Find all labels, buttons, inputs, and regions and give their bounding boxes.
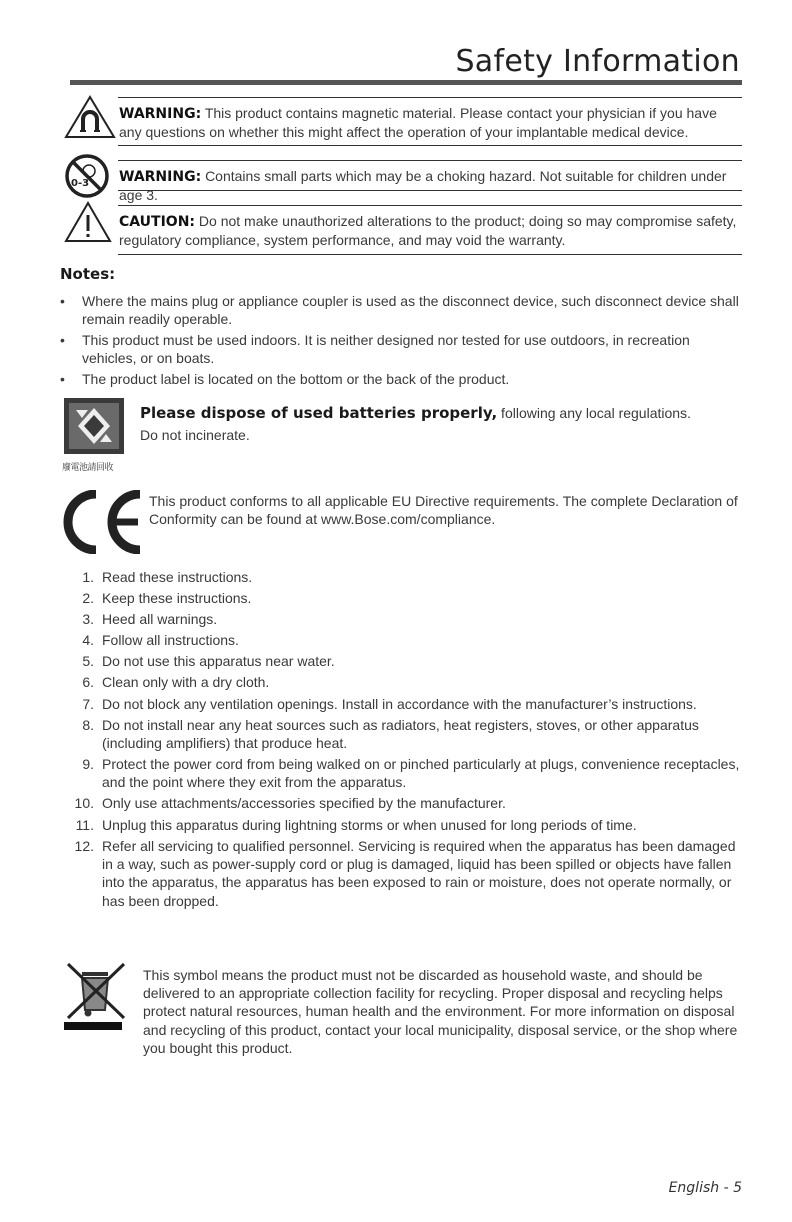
safety-instructions-list: [70, 568, 742, 913]
warning-text: This product contains magnetic material. Please contact your physician if you have any questions on whether this might affect the operation of your implantable medical device.: [119, 105, 717, 140]
battery-disposal-notice: [140, 402, 750, 446]
list-item: 11. Unplug this apparatus during lightning storms or when unused for long periods of time.: [75, 816, 637, 833]
list-item: 5. Do not use this apparatus near water.: [82, 653, 335, 670]
magnet-warning: [119, 104, 739, 141]
title-rule: [70, 80, 742, 85]
list-item: 10. Only use attachments/accessories specified by the manufacturer.: [74, 795, 506, 812]
divider: [118, 145, 742, 146]
note-item: • This product must be used indoors. It is neither designed nor tested for use outdoors, in recreation vehicles, or on boats.: [60, 332, 690, 366]
caution-label: CAUTION:: [119, 214, 196, 230]
divider: [118, 97, 742, 98]
weee-disposal-text: This symbol means the product must not be discarded as household waste, and should be delivered to an appropriate collection facility for recycling. Proper disposal and recycling helps protect natural resources, human health and the environment. For more information on disposal and recycling of this product, contact your local municipality, disposal service, or the shop where you bought this product.: [143, 967, 738, 1056]
divider: [118, 190, 742, 191]
list-item: 1. Read these instructions.: [82, 569, 253, 585]
warning-label: WARNING:: [119, 169, 202, 185]
ce-mark-icon: [62, 490, 144, 554]
caution-notice: [119, 212, 739, 249]
age-label: 0-3: [71, 178, 90, 189]
page-title: Safety Information: [455, 44, 740, 79]
list-item: 12. Refer all servicing to qualified personnel. Servicing is required when the apparatus has been damaged in a way, such as power-supply cord or plug is damaged, liquid has been spilled or objects have fallen into the apparatus, the apparatus has been exposed to rain or moisture, does not operate normally, or has been dropped.: [74, 837, 736, 909]
ce-conformity-text: This product conforms to all applicable EU Directive requirements. The complete Declaration of Conformity can be found at www.Bose.com/compliance.: [149, 493, 738, 527]
battery-text: following any local regulations.: [497, 405, 691, 421]
list-item: 4. Follow all instructions.: [82, 632, 239, 649]
bullet: •: [60, 293, 65, 309]
notes-heading: Notes:: [60, 265, 116, 283]
list-item: 3. Heed all warnings.: [82, 611, 218, 628]
list-item: 9. Protect the power cord from being walked on or pinched particularly at plugs, convenience receptacles, and the point where they exit from the apparatus.: [82, 756, 740, 791]
list-item: 8. Do not install near any heat sources such as radiators, heat registers, stoves, or other apparatus (including amplifiers) that produce heat.: [82, 716, 699, 751]
battery-recycle-caption: 廢電池請回收: [62, 462, 114, 472]
list-item: 2. Keep these instructions.: [82, 590, 252, 607]
list-item: 6. Clean only with a dry cloth.: [82, 674, 270, 691]
divider: [118, 205, 742, 206]
note-item: • The product label is located on the bottom or the back of the product.: [60, 371, 510, 387]
page-number: English - 5: [668, 1180, 742, 1196]
battery-heading: Please dispose of used batteries properly,: [140, 404, 498, 422]
battery-line2: Do not incinerate.: [140, 427, 250, 443]
age-0-3-prohibited-icon: [64, 153, 110, 199]
battery-recycle-icon: [64, 398, 124, 454]
warning-text: Contains small parts which may be a choking hazard. Not suitable for children under age 3.: [119, 168, 727, 203]
caution-text: Do not make unauthorized alterations to the product; doing so may compromise safety, regulatory compliance, system performance, and may void the warranty.: [119, 213, 737, 248]
caution-triangle-icon: [64, 201, 112, 243]
warning-label: WARNING:: [119, 106, 202, 122]
bullet: •: [60, 371, 65, 387]
list-item: 7. Do not block any ventilation openings. Install in accordance with the manufacturer’s instructions.: [82, 695, 697, 712]
divider: [118, 254, 742, 255]
magnet-warning-icon: [64, 94, 116, 140]
divider: [118, 160, 742, 161]
choking-warning: [119, 167, 739, 204]
bullet: •: [60, 332, 65, 348]
crossed-out-wheelie-bin-icon: [62, 962, 130, 1032]
note-item: • Where the mains plug or appliance coupler is used as the disconnect device, such disconnect device shall remain readily operable.: [60, 293, 739, 327]
